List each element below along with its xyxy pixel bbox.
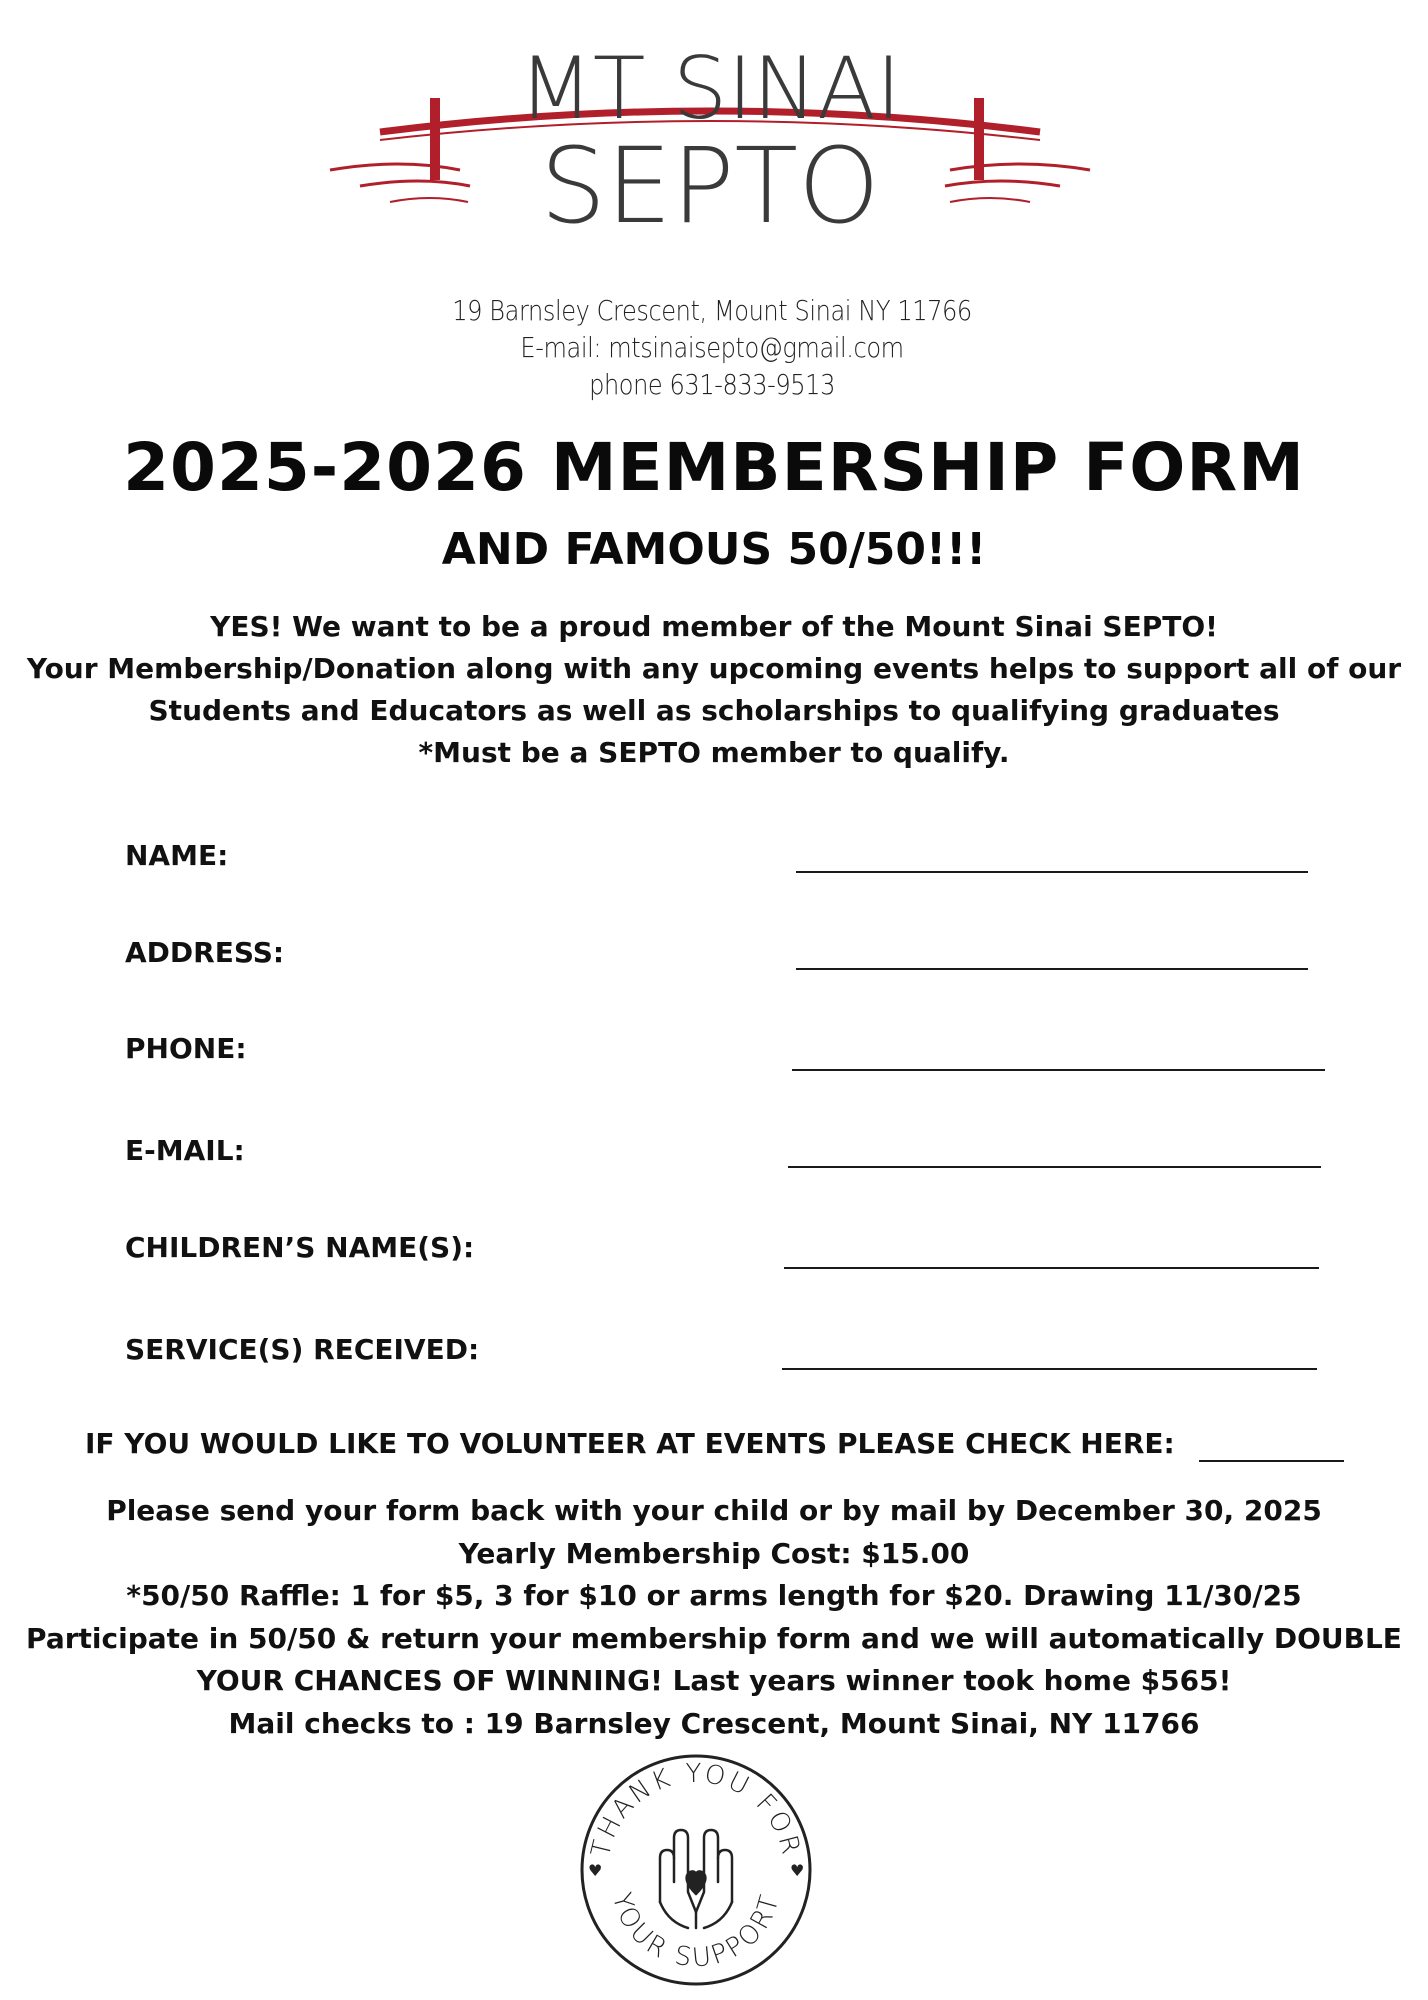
svg-text:THANK YOU FOR [586, 1759, 806, 1860]
intro-paragraph [0, 606, 1428, 774]
children-names-label: CHILDREN’S NAME(S): [125, 1231, 475, 1264]
info-line: YOUR CHANCES OF WINNING! Last years winner took home $565! [196, 1664, 1232, 1697]
contact-block [98, 292, 1326, 403]
contact-email: E-mail: mtsinaisepto@gmail.com [520, 331, 904, 364]
logo-line-1: MT SINAI [518, 39, 902, 139]
volunteer-label: IF YOU WOULD LIKE TO VOLUNTEER AT EVENTS PLEASE CHECK HERE: [85, 1427, 1175, 1460]
intro-line: YES! We want to be a proud member of the Mount Sinai SEPTO! [210, 610, 1218, 643]
logo-graphic [310, 20, 1110, 250]
info-line: Participate in 50/50 & return your membership form and we will automatically DOUBLE [26, 1621, 1402, 1655]
services-received-label: SERVICE(S) RECEIVED: [125, 1333, 480, 1366]
septo-logo [310, 20, 1110, 250]
stamp-graphic [578, 1752, 814, 1988]
contact-phone: phone 631-833-9513 [589, 368, 835, 401]
name-label: NAME: [125, 839, 229, 872]
svg-text:YOUR SUPPORT [606, 1890, 786, 1974]
contact-address: 19 Barnsley Crescent, Mount Sinai NY 11766 [452, 294, 972, 327]
email-field[interactable] [788, 1166, 1321, 1168]
phone-label: PHONE: [125, 1032, 247, 1065]
info-line: Mail checks to : 19 Barnsley Crescent, Mount Sinai, NY 11766 [228, 1706, 1200, 1740]
info-line: Yearly Membership Cost: $15.00 [458, 1536, 970, 1570]
email-label: E-MAIL: [125, 1134, 245, 1167]
stamp-text-bottom: YOUR SUPPORT [605, 1889, 787, 1974]
stamp-text-top: THANK YOU FOR [585, 1758, 807, 1861]
hands-heart-icon [660, 1830, 732, 1928]
logo-line-2: SEPTO [540, 125, 880, 247]
name-field[interactable] [796, 871, 1308, 873]
thank-you-stamp [578, 1752, 814, 1988]
svg-text:♥: ♥ [588, 1861, 603, 1880]
address-label: ADDRESS: [125, 936, 285, 969]
intro-line: *Must be a SEPTO member to qualify. [418, 736, 1010, 769]
info-line: *50/50 Raffle: 1 for $5, 3 for $10 or arms length for $20. Drawing 11/30/25 [126, 1579, 1302, 1612]
intro-line: Your Membership/Donation along with any upcoming events helps to support all of our [26, 652, 1402, 685]
intro-line: Students and Educators as well as scholarships to qualifying graduates [148, 694, 1280, 727]
svg-text:♥: ♥ [790, 1861, 805, 1880]
services-received-field[interactable] [782, 1368, 1317, 1370]
page-subtitle: AND FAMOUS 50/50!!! [441, 524, 987, 575]
info-line: Please send your form back with your child or by mail by December 30, 2025 [106, 1494, 1322, 1527]
volunteer-checkbox-line[interactable] [1199, 1460, 1344, 1462]
children-names-field[interactable] [784, 1267, 1319, 1269]
page-title: 2025-2026 MEMBERSHIP FORM [123, 429, 1305, 506]
address-field[interactable] [796, 968, 1308, 970]
phone-field[interactable] [792, 1069, 1325, 1071]
info-block [0, 1490, 1428, 1745]
